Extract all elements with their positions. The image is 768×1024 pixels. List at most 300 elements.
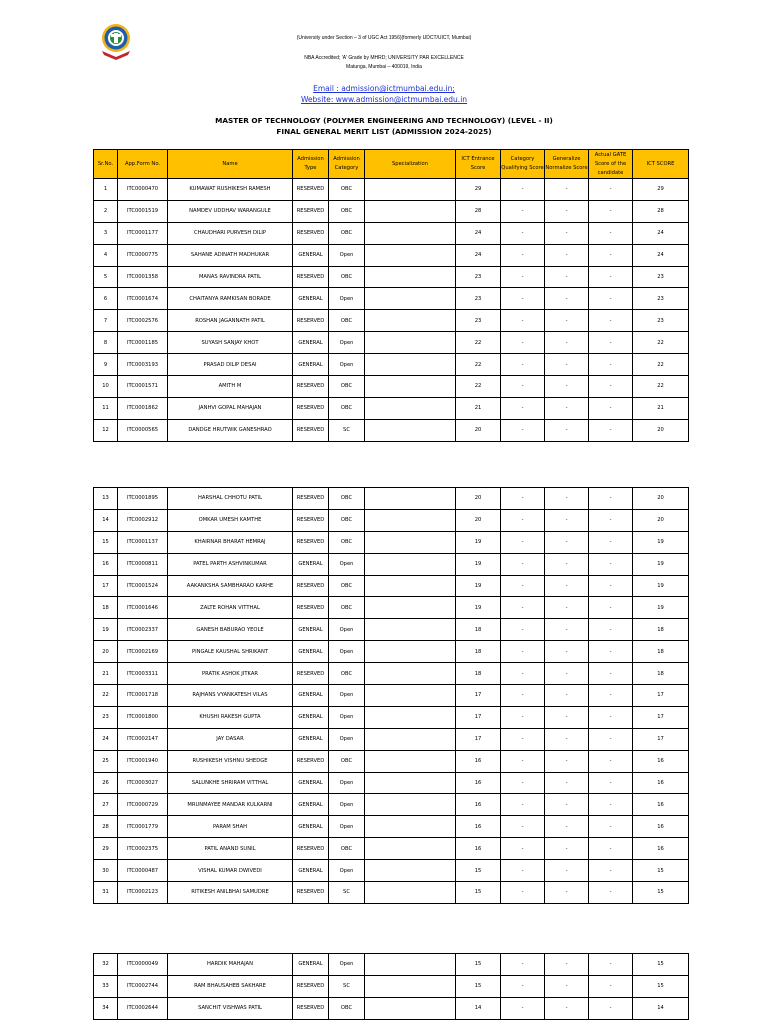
specialization-cell xyxy=(365,531,456,553)
app-form-cell: ITC0001646 xyxy=(118,597,168,619)
specialization-cell xyxy=(365,619,456,641)
table-row xyxy=(94,575,689,597)
actual-gate-score-cell: - xyxy=(589,750,633,772)
generalize-normalize-score-cell: - xyxy=(545,860,589,882)
admission-type-cell: GENERAL xyxy=(293,728,329,750)
table-row xyxy=(94,882,689,904)
specialization-cell xyxy=(365,597,456,619)
name-cell: AMITH M xyxy=(168,376,293,398)
sr-no-cell: 5 xyxy=(94,266,118,288)
app-form-cell: ITC0002912 xyxy=(118,509,168,531)
app-form-cell: ITC0001674 xyxy=(118,288,168,310)
category-qualifying-score-cell: - xyxy=(501,860,545,882)
ict-entrance-score-cell: 15 xyxy=(456,860,501,882)
admission-category-cell: OBC xyxy=(329,997,365,1019)
actual-gate-score-cell: - xyxy=(589,354,633,376)
sr-no-cell: 11 xyxy=(94,397,118,419)
table-row xyxy=(94,553,689,575)
generalize-normalize-score-cell: - xyxy=(545,816,589,838)
admission-type-cell: RESERVED xyxy=(293,200,329,222)
generalize-normalize-score-cell: - xyxy=(545,354,589,376)
specialization-cell xyxy=(365,794,456,816)
generalize-normalize-score-cell: - xyxy=(545,310,589,332)
ict-entrance-score-cell: 28 xyxy=(456,200,501,222)
generalize-normalize-score-cell: - xyxy=(545,663,589,685)
category-qualifying-score-cell: - xyxy=(501,222,545,244)
ict-entrance-score-cell: 19 xyxy=(456,575,501,597)
table-row xyxy=(94,397,689,419)
specialization-cell xyxy=(365,509,456,531)
generalize-normalize-score-cell: - xyxy=(545,954,589,976)
ict-score-cell: 20 xyxy=(633,509,689,531)
specialization-cell xyxy=(365,975,456,997)
category-qualifying-score-cell: - xyxy=(501,750,545,772)
column-header: Actual GATE Score of the candidate xyxy=(589,150,633,179)
ict-score-cell: 23 xyxy=(633,266,689,288)
generalize-normalize-score-cell: - xyxy=(545,419,589,441)
merit-table xyxy=(93,487,689,904)
actual-gate-score-cell: - xyxy=(589,619,633,641)
ict-entrance-score-cell: 20 xyxy=(456,509,501,531)
sr-no-cell: 18 xyxy=(94,597,118,619)
category-qualifying-score-cell: - xyxy=(501,553,545,575)
app-form-cell: ITC0003311 xyxy=(118,663,168,685)
table-row xyxy=(94,266,689,288)
admission-category-cell: OBC xyxy=(329,397,365,419)
admission-category-cell: OBC xyxy=(329,222,365,244)
app-form-cell: ITC0000565 xyxy=(118,419,168,441)
specialization-cell xyxy=(365,397,456,419)
ict-entrance-score-cell: 16 xyxy=(456,750,501,772)
app-form-cell: ITC0002147 xyxy=(118,728,168,750)
specialization-cell xyxy=(365,488,456,510)
generalize-normalize-score-cell: - xyxy=(545,882,589,904)
column-header: Category Qualifying Score xyxy=(501,150,545,179)
admission-category-cell: OBC xyxy=(329,663,365,685)
ict-score-cell: 28 xyxy=(633,200,689,222)
actual-gate-score-cell: - xyxy=(589,860,633,882)
name-cell: RITIKESH ANILBHAI SAMUDRE xyxy=(168,882,293,904)
specialization-cell xyxy=(365,354,456,376)
generalize-normalize-score-cell: - xyxy=(545,553,589,575)
table-row xyxy=(94,619,689,641)
app-form-cell: ITC0001940 xyxy=(118,750,168,772)
actual-gate-score-cell: - xyxy=(589,728,633,750)
specialization-cell xyxy=(365,816,456,838)
sr-no-cell: 14 xyxy=(94,509,118,531)
specialization-cell xyxy=(365,750,456,772)
sr-no-cell: 31 xyxy=(94,882,118,904)
ict-score-cell: 18 xyxy=(633,641,689,663)
admission-category-cell: Open xyxy=(329,553,365,575)
admission-type-cell: GENERAL xyxy=(293,553,329,575)
name-cell: KUMAWAT RUSHIKESH RAMESH xyxy=(168,179,293,201)
ict-entrance-score-cell: 17 xyxy=(456,728,501,750)
specialization-cell xyxy=(365,244,456,266)
sr-no-cell: 8 xyxy=(94,332,118,354)
name-cell: JAY DASAR xyxy=(168,728,293,750)
ict-score-cell: 19 xyxy=(633,553,689,575)
table-row xyxy=(94,794,689,816)
specialization-cell xyxy=(365,838,456,860)
column-header: Name xyxy=(168,150,293,179)
category-qualifying-score-cell: - xyxy=(501,200,545,222)
admission-type-cell: RESERVED xyxy=(293,882,329,904)
actual-gate-score-cell: - xyxy=(589,376,633,398)
website-link[interactable]: Website: www.admission@ictmumbai.edu.in xyxy=(300,95,468,104)
ict-entrance-score-cell: 23 xyxy=(456,310,501,332)
name-cell: VISHAL KUMAR DWIVEDI xyxy=(168,860,293,882)
sr-no-cell: 34 xyxy=(94,997,118,1019)
actual-gate-score-cell: - xyxy=(589,706,633,728)
admission-type-cell: RESERVED xyxy=(293,397,329,419)
table-row xyxy=(94,332,689,354)
actual-gate-score-cell: - xyxy=(589,419,633,441)
app-form-cell: ITC0001800 xyxy=(118,706,168,728)
specialization-cell xyxy=(365,706,456,728)
ict-entrance-score-cell: 15 xyxy=(456,882,501,904)
admission-type-cell: RESERVED xyxy=(293,376,329,398)
sr-no-cell: 25 xyxy=(94,750,118,772)
name-cell: MANAS RAVINDRA PATIL xyxy=(168,266,293,288)
category-qualifying-score-cell: - xyxy=(501,597,545,619)
admission-type-cell: RESERVED xyxy=(293,997,329,1019)
ict-score-cell: 17 xyxy=(633,728,689,750)
category-qualifying-score-cell: - xyxy=(501,266,545,288)
admission-type-cell: GENERAL xyxy=(293,954,329,976)
admission-type-cell: RESERVED xyxy=(293,222,329,244)
app-form-cell: ITC0002375 xyxy=(118,838,168,860)
specialization-cell xyxy=(365,663,456,685)
specialization-cell xyxy=(365,332,456,354)
actual-gate-score-cell: - xyxy=(589,222,633,244)
ict-entrance-score-cell: 24 xyxy=(456,244,501,266)
admission-category-cell: SC xyxy=(329,882,365,904)
column-header: Admission Type xyxy=(293,150,329,179)
admission-category-cell: Open xyxy=(329,288,365,310)
generalize-normalize-score-cell: - xyxy=(545,706,589,728)
name-cell: KHAIRNAR BHARAT HEMRAJ xyxy=(168,531,293,553)
merit-table xyxy=(93,953,689,1020)
admission-type-cell: RESERVED xyxy=(293,838,329,860)
name-cell: PATEL PARTH ASHVINKUMAR xyxy=(168,553,293,575)
category-qualifying-score-cell: - xyxy=(501,728,545,750)
category-qualifying-score-cell: - xyxy=(501,354,545,376)
admission-type-cell: RESERVED xyxy=(293,266,329,288)
category-qualifying-score-cell: - xyxy=(501,706,545,728)
actual-gate-score-cell: - xyxy=(589,816,633,838)
ict-score-cell: 15 xyxy=(633,975,689,997)
app-form-cell: ITC0001779 xyxy=(118,816,168,838)
ict-entrance-score-cell: 22 xyxy=(456,376,501,398)
specialization-cell xyxy=(365,997,456,1019)
generalize-normalize-score-cell: - xyxy=(545,244,589,266)
sr-no-cell: 26 xyxy=(94,772,118,794)
ict-entrance-score-cell: 16 xyxy=(456,794,501,816)
name-cell: CHAITANYA RAMKISAN BORADE xyxy=(168,288,293,310)
table-header-row xyxy=(94,150,689,179)
app-form-cell: ITC0001358 xyxy=(118,266,168,288)
column-header: ICT SCORE xyxy=(633,150,689,179)
sr-no-cell: 33 xyxy=(94,975,118,997)
ict-score-cell: 24 xyxy=(633,244,689,266)
ict-score-cell: 20 xyxy=(633,419,689,441)
generalize-normalize-score-cell: - xyxy=(545,179,589,201)
generalize-normalize-score-cell: - xyxy=(545,266,589,288)
admission-category-cell: Open xyxy=(329,332,365,354)
ict-entrance-score-cell: 22 xyxy=(456,332,501,354)
category-qualifying-score-cell: - xyxy=(501,619,545,641)
specialization-cell xyxy=(365,641,456,663)
ict-entrance-score-cell: 18 xyxy=(456,663,501,685)
admission-category-cell: OBC xyxy=(329,750,365,772)
admission-type-cell: GENERAL xyxy=(293,641,329,663)
admission-category-cell: OBC xyxy=(329,376,365,398)
ict-entrance-score-cell: 18 xyxy=(456,619,501,641)
generalize-normalize-score-cell: - xyxy=(545,222,589,244)
ict-entrance-score-cell: 17 xyxy=(456,685,501,707)
ict-score-cell: 23 xyxy=(633,288,689,310)
sr-no-cell: 1 xyxy=(94,179,118,201)
app-form-cell: ITC0001718 xyxy=(118,685,168,707)
app-form-cell: ITC0002169 xyxy=(118,641,168,663)
ict-entrance-score-cell: 23 xyxy=(456,266,501,288)
specialization-cell xyxy=(365,728,456,750)
ict-score-cell: 22 xyxy=(633,376,689,398)
actual-gate-score-cell: - xyxy=(589,685,633,707)
table-row xyxy=(94,816,689,838)
name-cell: OMKAR UMESH KAMTHE xyxy=(168,509,293,531)
ict-entrance-score-cell: 20 xyxy=(456,488,501,510)
specialization-cell xyxy=(365,575,456,597)
app-form-cell: ITC0002744 xyxy=(118,975,168,997)
ict-score-cell: 21 xyxy=(633,397,689,419)
ict-entrance-score-cell: 23 xyxy=(456,288,501,310)
specialization-cell xyxy=(365,553,456,575)
table-row xyxy=(94,641,689,663)
actual-gate-score-cell: - xyxy=(589,882,633,904)
category-qualifying-score-cell: - xyxy=(501,663,545,685)
table-row xyxy=(94,954,689,976)
actual-gate-score-cell: - xyxy=(589,553,633,575)
specialization-cell xyxy=(365,685,456,707)
ict-entrance-score-cell: 16 xyxy=(456,772,501,794)
category-qualifying-score-cell: - xyxy=(501,397,545,419)
sr-no-cell: 15 xyxy=(94,531,118,553)
admission-category-cell: OBC xyxy=(329,838,365,860)
category-qualifying-score-cell: - xyxy=(501,509,545,531)
name-cell: CHAUDHARI PURVESH DILIP xyxy=(168,222,293,244)
sr-no-cell: 7 xyxy=(94,310,118,332)
ict-entrance-score-cell: 29 xyxy=(456,179,501,201)
category-qualifying-score-cell: - xyxy=(501,332,545,354)
ict-entrance-score-cell: 24 xyxy=(456,222,501,244)
specialization-cell xyxy=(365,419,456,441)
ict-score-cell: 15 xyxy=(633,882,689,904)
app-form-cell: ITC0000729 xyxy=(118,794,168,816)
ict-entrance-score-cell: 21 xyxy=(456,397,501,419)
sr-no-cell: 24 xyxy=(94,728,118,750)
accreditation-line: NBA Accredited; 'A' Grade by MHRD; UNIVERSITY PAR EXCELLENCE xyxy=(304,55,464,61)
ict-score-cell: 16 xyxy=(633,750,689,772)
specialization-cell xyxy=(365,376,456,398)
admission-type-cell: GENERAL xyxy=(293,685,329,707)
admission-category-cell: Open xyxy=(329,685,365,707)
generalize-normalize-score-cell: - xyxy=(545,509,589,531)
sr-no-cell: 23 xyxy=(94,706,118,728)
admission-type-cell: GENERAL xyxy=(293,619,329,641)
category-qualifying-score-cell: - xyxy=(501,816,545,838)
admission-category-cell: Open xyxy=(329,794,365,816)
ict-score-cell: 19 xyxy=(633,531,689,553)
sr-no-cell: 28 xyxy=(94,816,118,838)
name-cell: RAJHANS VYANKATESH VILAS xyxy=(168,685,293,707)
category-qualifying-score-cell: - xyxy=(501,288,545,310)
table-row xyxy=(94,509,689,531)
sr-no-cell: 13 xyxy=(94,488,118,510)
generalize-normalize-score-cell: - xyxy=(545,200,589,222)
app-form-cell: ITC0001137 xyxy=(118,531,168,553)
generalize-normalize-score-cell: - xyxy=(545,575,589,597)
table-row xyxy=(94,288,689,310)
name-cell: RUSHIKESH VISHNU SHEDGE xyxy=(168,750,293,772)
name-cell: PRASAD DILIP DESAI xyxy=(168,354,293,376)
name-cell: PRATIK ASHOK JITKAR xyxy=(168,663,293,685)
admission-type-cell: RESERVED xyxy=(293,488,329,510)
category-qualifying-score-cell: - xyxy=(501,954,545,976)
category-qualifying-score-cell: - xyxy=(501,310,545,332)
table-row xyxy=(94,838,689,860)
category-qualifying-score-cell: - xyxy=(501,531,545,553)
generalize-normalize-score-cell: - xyxy=(545,772,589,794)
actual-gate-score-cell: - xyxy=(589,838,633,860)
column-header: Admission Category xyxy=(329,150,365,179)
sr-no-cell: 3 xyxy=(94,222,118,244)
column-header: Generalize Normalize Score xyxy=(545,150,589,179)
table-row xyxy=(94,222,689,244)
table-row xyxy=(94,975,689,997)
sr-no-cell: 10 xyxy=(94,376,118,398)
ict-score-cell: 29 xyxy=(633,179,689,201)
table-row xyxy=(94,244,689,266)
admission-type-cell: GENERAL xyxy=(293,706,329,728)
sr-no-cell: 32 xyxy=(94,954,118,976)
name-cell: HARSHAL CHHOTU PATIL xyxy=(168,488,293,510)
category-qualifying-score-cell: - xyxy=(501,997,545,1019)
table-row xyxy=(94,200,689,222)
ict-entrance-score-cell: 22 xyxy=(456,354,501,376)
actual-gate-score-cell: - xyxy=(589,509,633,531)
ict-score-cell: 18 xyxy=(633,619,689,641)
admission-category-cell: OBC xyxy=(329,200,365,222)
column-header: Specialization xyxy=(365,150,456,179)
sr-no-cell: 12 xyxy=(94,419,118,441)
app-form-cell: ITC0001895 xyxy=(118,488,168,510)
name-cell: KHUSHI RAKESH GUPTA xyxy=(168,706,293,728)
specialization-cell xyxy=(365,288,456,310)
ict-score-cell: 14 xyxy=(633,997,689,1019)
admission-category-cell: Open xyxy=(329,641,365,663)
ict-score-cell: 16 xyxy=(633,794,689,816)
specialization-cell xyxy=(365,266,456,288)
app-form-cell: ITC0000470 xyxy=(118,179,168,201)
name-cell: PINGALE KAUSHAL SHRIKANT xyxy=(168,641,293,663)
actual-gate-score-cell: - xyxy=(589,794,633,816)
ict-score-cell: 16 xyxy=(633,772,689,794)
sr-no-cell: 29 xyxy=(94,838,118,860)
category-qualifying-score-cell: - xyxy=(501,244,545,266)
generalize-normalize-score-cell: - xyxy=(545,975,589,997)
admission-type-cell: GENERAL xyxy=(293,860,329,882)
app-form-cell: ITC0001571 xyxy=(118,376,168,398)
actual-gate-score-cell: - xyxy=(589,310,633,332)
ict-entrance-score-cell: 19 xyxy=(456,531,501,553)
admission-type-cell: RESERVED xyxy=(293,419,329,441)
actual-gate-score-cell: - xyxy=(589,244,633,266)
name-cell: SAHANE ADINATH MADHUKAR xyxy=(168,244,293,266)
specialization-cell xyxy=(365,860,456,882)
generalize-normalize-score-cell: - xyxy=(545,531,589,553)
ict-entrance-score-cell: 18 xyxy=(456,641,501,663)
table-row xyxy=(94,728,689,750)
ict-entrance-score-cell: 14 xyxy=(456,997,501,1019)
generalize-normalize-score-cell: - xyxy=(545,997,589,1019)
specialization-cell xyxy=(365,954,456,976)
ict-score-cell: 16 xyxy=(633,838,689,860)
actual-gate-score-cell: - xyxy=(589,597,633,619)
admission-type-cell: RESERVED xyxy=(293,750,329,772)
table-row xyxy=(94,860,689,882)
category-qualifying-score-cell: - xyxy=(501,575,545,597)
generalize-normalize-score-cell: - xyxy=(545,288,589,310)
app-form-cell: ITC0000775 xyxy=(118,244,168,266)
table-row xyxy=(94,997,689,1019)
table-row xyxy=(94,531,689,553)
table-row xyxy=(94,179,689,201)
actual-gate-score-cell: - xyxy=(589,975,633,997)
ict-score-cell: 16 xyxy=(633,816,689,838)
generalize-normalize-score-cell: - xyxy=(545,376,589,398)
address-line: Matunga, Mumbai – 400019, India xyxy=(346,64,422,70)
admission-category-cell: OBC xyxy=(329,575,365,597)
app-form-cell: ITC0001519 xyxy=(118,200,168,222)
email-link[interactable]: Email : admission@ictmumbai.edu.in; xyxy=(313,84,455,93)
column-header: App.Form No. xyxy=(118,150,168,179)
name-cell: SALUNKHE SHRIRAM VITTHAL xyxy=(168,772,293,794)
ict-entrance-score-cell: 16 xyxy=(456,838,501,860)
ict-entrance-score-cell: 17 xyxy=(456,706,501,728)
admission-type-cell: GENERAL xyxy=(293,332,329,354)
ict-score-cell: 22 xyxy=(633,354,689,376)
table-row xyxy=(94,663,689,685)
actual-gate-score-cell: - xyxy=(589,575,633,597)
generalize-normalize-score-cell: - xyxy=(545,685,589,707)
sr-no-cell: 2 xyxy=(94,200,118,222)
app-form-cell: ITC0003027 xyxy=(118,772,168,794)
ict-score-cell: 20 xyxy=(633,488,689,510)
admission-category-cell: Open xyxy=(329,728,365,750)
name-cell: NAMDEV UDDHAV WARANGULE xyxy=(168,200,293,222)
name-cell: SANCHIT VISHWAS PATIL xyxy=(168,997,293,1019)
actual-gate-score-cell: - xyxy=(589,179,633,201)
category-qualifying-score-cell: - xyxy=(501,376,545,398)
sr-no-cell: 27 xyxy=(94,794,118,816)
ict-score-cell: 17 xyxy=(633,685,689,707)
ict-score-cell: 23 xyxy=(633,310,689,332)
admission-type-cell: GENERAL xyxy=(293,244,329,266)
admission-type-cell: RESERVED xyxy=(293,310,329,332)
generalize-normalize-score-cell: - xyxy=(545,332,589,354)
